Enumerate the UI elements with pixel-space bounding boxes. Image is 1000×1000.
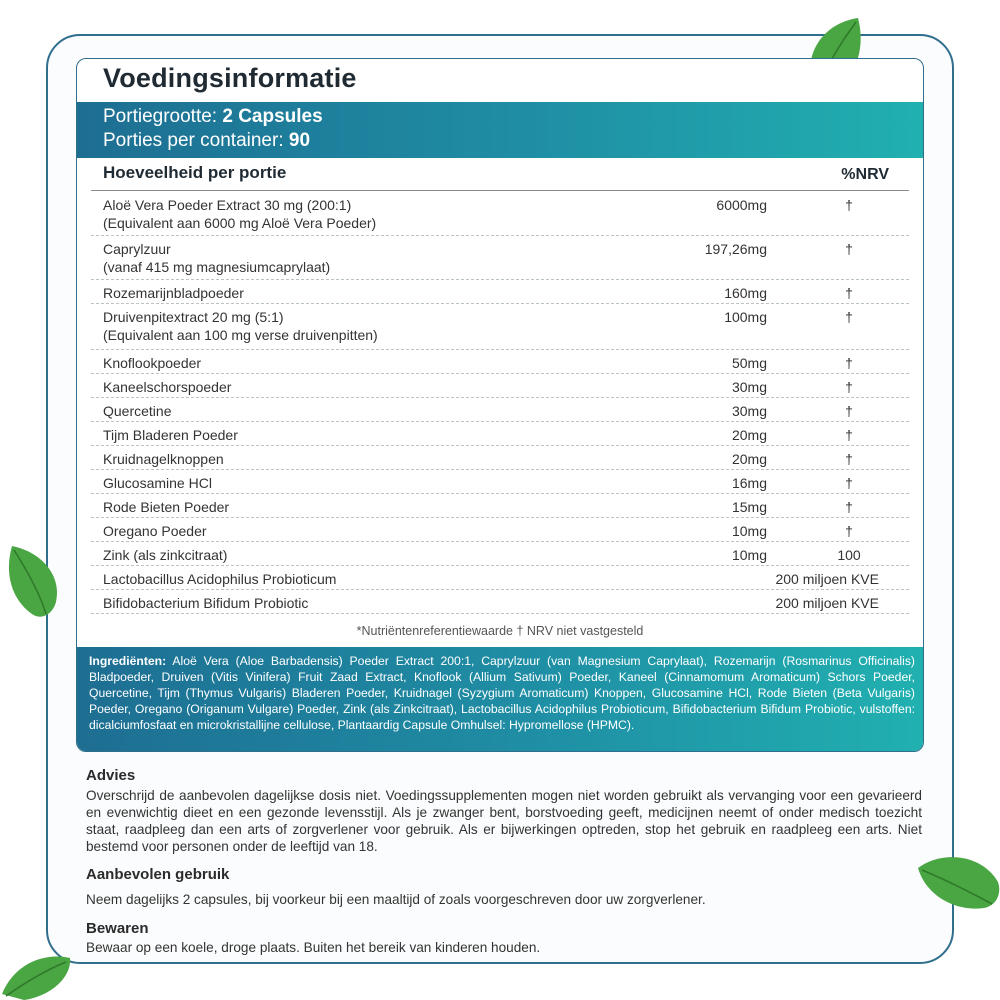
nutrient-amount: 197,26mg xyxy=(704,241,767,257)
usage-title: Aanbevolen gebruik xyxy=(86,866,230,883)
probiotic-row xyxy=(91,590,909,614)
nutrition-table xyxy=(77,158,923,642)
serving-size-label: Portiegrootte: xyxy=(103,106,223,127)
nutrient-nrv: † xyxy=(845,475,853,491)
nutrient-row xyxy=(91,192,909,236)
nutrient-amount: 6000mg xyxy=(716,197,767,213)
nutrient-name: Rozemarijnbladpoeder xyxy=(103,285,244,301)
storage-title: Bewaren xyxy=(86,920,149,937)
nutrient-row xyxy=(91,280,909,304)
leaf-icon-bottom-left xyxy=(0,950,74,1000)
nutrient-amount: 100mg xyxy=(724,309,767,325)
nutrient-row xyxy=(91,236,909,280)
serving-size xyxy=(103,105,923,129)
nutrient-row xyxy=(91,542,909,566)
nutrient-name: Aloë Vera Poeder Extract 30 mg (200:1) xyxy=(103,197,352,213)
probiotic-amount: 200 miljoen KVE xyxy=(775,571,879,587)
header-amount: Hoeveelheid per portie xyxy=(103,163,287,182)
nutrient-nrv: † xyxy=(845,309,853,325)
nutrient-subtext: (Equivalent aan 100 mg verse druivenpitten) xyxy=(103,327,378,343)
nutrient-name: Knoflookpoeder xyxy=(103,355,202,371)
nutrient-name: Oregano Poeder xyxy=(103,523,207,539)
nutrient-nrv: † xyxy=(845,499,853,515)
nutrient-row xyxy=(91,374,909,398)
nutrient-nrv: † xyxy=(845,427,853,443)
nutrient-name: Kaneelschorspoeder xyxy=(103,379,232,395)
nutrient-amount: 10mg xyxy=(731,523,767,539)
serving-size-value: 2 Capsules xyxy=(222,106,323,127)
ingredients-label: Ingrediënten: xyxy=(89,654,167,668)
advice-text: Overschrijd de aanbevolen dagelijkse dosis niet. Voedingssupplementen mogen niet worden gebruikt als vervanging voor een gevarieerd en evenwichtig dieet en een gezonde levensstijl. Als je zwanger bent, borstvoeding geeft, medicijnen neemt of onder medisch toezicht staat, raadpleeg dan een arts of zorgverlener voor gebruik. Als er bijwerkingen optreden, stop het gebruik en raadpleeg een arts. Niet bestemd voor personen onder de leeftijd van 18. xyxy=(86,788,922,854)
leaf-icon-left xyxy=(2,540,66,620)
advice-title: Advies xyxy=(86,767,136,784)
nutrient-name: Zink (als zinkcitraat) xyxy=(103,547,228,563)
nutrient-name: Tijm Bladeren Poeder xyxy=(103,427,238,443)
nutrient-amount: 10mg xyxy=(731,547,767,563)
nutrient-amount: 16mg xyxy=(731,475,767,491)
servings-label: Porties per container: xyxy=(103,130,289,151)
probiotic-row xyxy=(91,566,909,590)
nutrient-amount: 15mg xyxy=(731,499,767,515)
nutrient-row xyxy=(91,446,909,470)
servings-value: 90 xyxy=(288,130,311,151)
nutrient-row xyxy=(91,494,909,518)
nutrient-name: Caprylzuur xyxy=(103,241,171,257)
nutrient-name: Rode Bieten Poeder xyxy=(103,499,230,515)
header-divider xyxy=(91,190,909,191)
nutrient-row xyxy=(91,470,909,494)
nutrient-nrv: † xyxy=(845,197,853,213)
ingredients-panel xyxy=(77,647,923,752)
footnote: *Nutriëntenreferentiewaarde † NRV niet vastgesteld xyxy=(356,624,644,638)
nutrient-amount: 30mg xyxy=(731,403,767,419)
nutrient-name: Quercetine xyxy=(103,403,172,419)
nutrient-row xyxy=(91,422,909,446)
nutrient-nrv: † xyxy=(845,241,853,257)
label-title: Voedingsinformatie xyxy=(103,63,357,93)
advice-section xyxy=(86,767,922,855)
header-nrv: %NRV xyxy=(841,166,889,183)
nutrient-name: Glucosamine HCl xyxy=(103,475,212,491)
nutrient-nrv: † xyxy=(845,355,853,371)
nutrient-nrv: 100 xyxy=(837,547,861,563)
servings-per-container xyxy=(103,129,923,153)
nutrient-nrv: † xyxy=(845,379,853,395)
nutrient-nrv: † xyxy=(845,285,853,301)
nutrient-row xyxy=(91,350,909,374)
probiotic-name: Lactobacillus Acidophilus Probioticum xyxy=(103,571,337,587)
nutrient-amount: 50mg xyxy=(731,355,767,371)
nutrient-row xyxy=(91,304,909,350)
nutrient-subtext: (Equivalent aan 6000 mg Aloë Vera Poeder) xyxy=(103,215,377,231)
nutrient-nrv: † xyxy=(845,403,853,419)
nutrient-row xyxy=(91,518,909,542)
nutrient-name: Druivenpitextract 20 mg (5:1) xyxy=(103,309,284,325)
nutrient-amount: 20mg xyxy=(731,427,767,443)
nutrition-label xyxy=(76,58,924,752)
probiotic-amount: 200 miljoen KVE xyxy=(775,595,879,611)
usage-text: Neem dagelijks 2 capsules, bij voorkeur bij een maaltijd of zoals voorgeschreven door uw zorgverlener. xyxy=(86,892,706,907)
nutrient-subtext: (vanaf 415 mg magnesiumcaprylaat) xyxy=(103,259,331,275)
nutrient-amount: 160mg xyxy=(724,285,767,301)
nutrient-row xyxy=(91,398,909,422)
nutrient-nrv: † xyxy=(845,523,853,539)
nutrient-name: Kruidnagelknoppen xyxy=(103,451,224,467)
ingredients-text: Aloë Vera (Aloe Barbadensis) Poeder Extract 200:1, Caprylzuur (van Magnesium Caprylaat), Rozemarijn (Rosmarinus Officinalis) Bladpoeder, Druiven (Vitis Vinifera) Fruit Zaad Extract, Knoflook (Allium Sativum) Poeder, Kaneel (Cinnamomum Aromaticum) Schors Poeder, Quercetine, Tijm (Thymus Vulgaris) Bladeren Poeder, Kruidnagel (Syzygium Aromaticum) Knoppen, Glucosamine HCl, Rode Bieten (Beta Vulgaris) Poeder, Oregano (Origanum Vulgare) Poeder, Zink (als Zinkcitraat), Lactobacillus Acidophilus Probioticum, Bifidobacterium Bifidum Probiotic, vulstoffen: dicalciumfosfaat en microkristallijne cellulose, Plantaardig Capsule Omhulsel: Hypromellose (HPMC). xyxy=(89,654,915,732)
nutrient-nrv: † xyxy=(845,451,853,467)
usage-section xyxy=(86,866,922,908)
storage-text: Bewaar op een koele, droge plaats. Buiten het bereik van kinderen houden. xyxy=(86,940,541,955)
nutrient-amount: 30mg xyxy=(731,379,767,395)
nutrient-amount: 20mg xyxy=(731,451,767,467)
storage-section xyxy=(86,920,922,956)
leaf-icon-bottom-right xyxy=(912,848,1000,922)
probiotic-name: Bifidobacterium Bifidum Probiotic xyxy=(103,595,309,611)
